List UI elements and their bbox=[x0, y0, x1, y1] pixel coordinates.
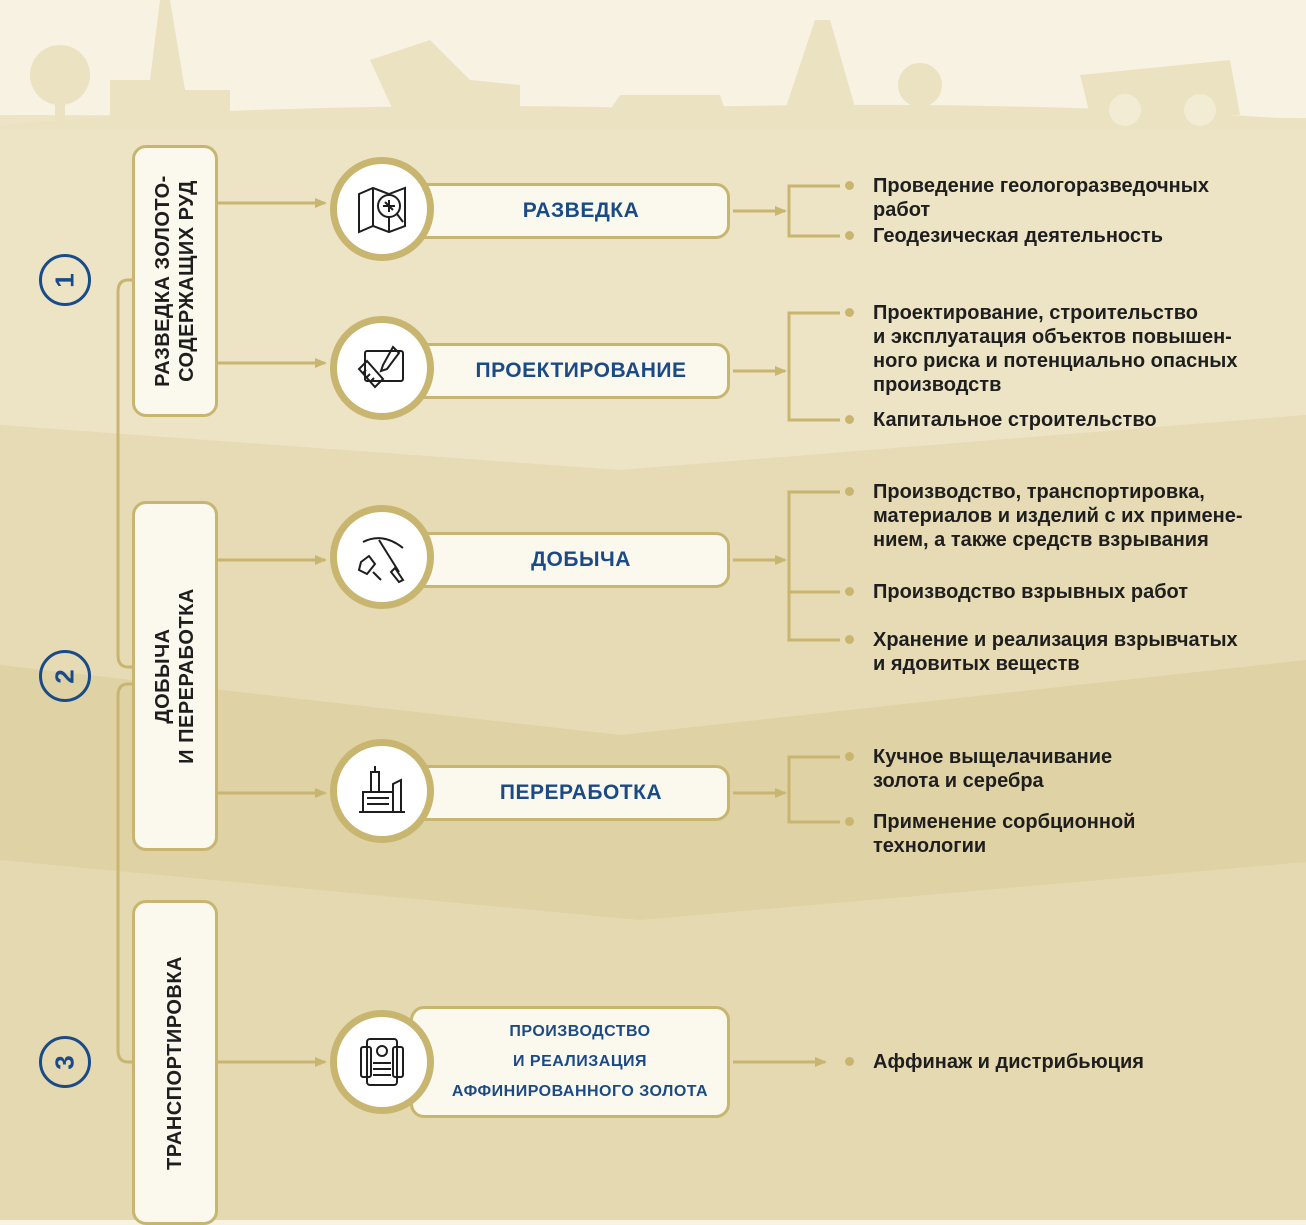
bullet-dot bbox=[845, 587, 854, 596]
activity-item: Производство взрывных работ bbox=[873, 581, 1189, 603]
stage-mining: ДОБЫЧА bbox=[410, 532, 730, 588]
section-label: ТРАНСПОРТИРОВКА bbox=[164, 955, 186, 1170]
stage-processing: ПЕРЕРАБОТКА bbox=[410, 765, 730, 821]
activity-item: Геодезическая деятельность bbox=[873, 225, 1164, 247]
activity-item: Проектирование, строительство и эксплуатация объектов повышен- ного риска и потенциально опасных производств bbox=[873, 302, 1238, 396]
bullet-dot bbox=[845, 231, 854, 240]
activity-item: Аффинаж и дистрибьюция bbox=[873, 1051, 1144, 1073]
activity-item: Проведение геологоразведочных работ bbox=[873, 175, 1209, 221]
stage-exploration: РАЗВЕДКА bbox=[410, 183, 730, 239]
activity-item: Кучное выщелачивание золота и серебра bbox=[873, 746, 1113, 792]
bullet-dot bbox=[845, 635, 854, 644]
bullet-dot bbox=[845, 817, 854, 826]
stage-design: ПРОЕКТИРОВАНИЕ bbox=[410, 343, 730, 399]
pickaxe-icon bbox=[330, 505, 434, 609]
bullet-dot bbox=[845, 487, 854, 496]
gold-bar-document-icon bbox=[330, 1010, 434, 1114]
map-survey-icon bbox=[330, 157, 434, 261]
stage-refined-gold: ПРОИЗВОДСТВО И РЕАЛИЗАЦИЯ АФФИНИРОВАННОГО ЗОЛОТА bbox=[410, 1006, 730, 1118]
bullet-dot bbox=[845, 415, 854, 424]
section-label: ДОБЫЧА И ПЕРЕРАБОТКА bbox=[152, 588, 198, 764]
activity-item: Производство, транспортировка, материалов и изделий с их примене- нием, а также средств взрывания bbox=[873, 481, 1243, 551]
section-exploration-box bbox=[132, 145, 218, 417]
activity-item: Хранение и реализация взрывчатых и ядовитых веществ bbox=[873, 629, 1238, 675]
step-number-1: 1 bbox=[39, 254, 91, 306]
bullet-dot bbox=[845, 752, 854, 761]
step-number-2: 2 bbox=[39, 650, 91, 702]
section-label: РАЗВЕДКА ЗОЛОТО- СОДЕРЖАЩИХ РУД bbox=[152, 175, 198, 387]
bullet-dot bbox=[845, 1057, 854, 1066]
activity-item: Применение сорбционной технологии bbox=[873, 811, 1136, 857]
blueprint-drafting-icon bbox=[330, 316, 434, 420]
bullet-dot bbox=[845, 308, 854, 317]
bullet-dot bbox=[845, 181, 854, 190]
step-number-3: 3 bbox=[39, 1036, 91, 1088]
factory-icon bbox=[330, 739, 434, 843]
section-transport-box bbox=[132, 900, 218, 1225]
activity-item: Капитальное строительство bbox=[873, 409, 1157, 431]
section-mining-box bbox=[132, 501, 218, 851]
